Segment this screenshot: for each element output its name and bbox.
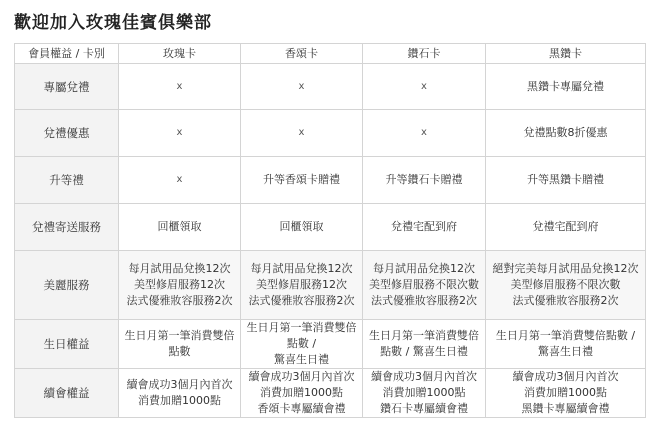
membership-benefits-table — [14, 43, 646, 418]
cell-line: 美型修眉服務12次 — [134, 278, 225, 291]
cell-line: 每月試用品兌換12次 — [250, 262, 353, 275]
cell-line: 鑽石卡專屬續會禮 — [380, 402, 468, 415]
row-label: 兌禮優惠 — [15, 110, 119, 157]
table-cell: x — [119, 64, 241, 110]
cell-line: 香頌卡專屬續會禮 — [257, 402, 346, 415]
cell-line: 美型修眉服務不限次數 — [510, 278, 621, 291]
cell-line: 法式優雅妝容服務2次 — [126, 294, 233, 307]
cell-line: 美型修眉服務不限次數 — [369, 278, 479, 291]
cell-line: 法式優雅妝容服務2次 — [512, 294, 619, 307]
table-cell — [486, 251, 646, 320]
table-cell — [486, 369, 646, 418]
table-cell — [119, 320, 241, 369]
cell-line: 生日月第一筆消費雙倍點數 / 驚喜生日禮 — [369, 329, 479, 358]
cell-line: 黑鑽卡專屬續會禮 — [521, 402, 610, 415]
cell-line: 生日月第一筆消費雙倍點數 / — [495, 329, 636, 342]
table-header-row — [15, 44, 646, 64]
table-cell: x — [363, 110, 486, 157]
page-title: 歡迎加入玫瑰佳賓俱樂部 — [14, 13, 212, 33]
table-cell — [119, 369, 241, 418]
row-label: 專屬兌禮 — [15, 64, 119, 110]
cell-line: 消費加贈1000點 — [382, 386, 466, 399]
cell-line: 續會成功3個月內首次 — [126, 378, 233, 391]
table-cell — [241, 369, 363, 418]
table-cell: 升等鑽石卡贈禮 — [363, 157, 486, 204]
cell-line: 驚喜生日禮 — [538, 345, 593, 358]
table-cell: 黑鑽卡專屬兌禮 — [486, 64, 646, 110]
cell-line: 消費加贈1000點 — [260, 386, 343, 399]
cell-line: 消費加贈1000點 — [524, 386, 607, 399]
table-cell: 兌禮點數8折優惠 — [486, 110, 646, 157]
table-row — [15, 64, 646, 110]
table-row — [15, 251, 646, 320]
table-cell — [363, 251, 486, 320]
row-label: 美麗服務 — [15, 251, 119, 320]
table-cell — [363, 369, 486, 418]
table-row — [15, 320, 646, 369]
cell-line: 法式優雅妝容服務2次 — [248, 294, 355, 307]
cell-line: 續會成功3個月內首次 — [248, 370, 355, 383]
row-label: 續會權益 — [15, 369, 119, 418]
header-card-rose: 玫瑰卡 — [119, 44, 241, 64]
table-cell: x — [119, 157, 241, 204]
cell-line: 消費加贈1000點 — [138, 394, 221, 407]
cell-line: 每月試用品兌換12次 — [373, 262, 475, 275]
table-cell: 升等黑鑽卡贈禮 — [486, 157, 646, 204]
table-cell: 回櫃領取 — [119, 204, 241, 251]
table-cell — [363, 320, 486, 369]
header-card-black-diamond: 黑鑽卡 — [486, 44, 646, 64]
table-cell: 兌禮宅配到府 — [486, 204, 646, 251]
table-cell — [241, 320, 363, 369]
table-row — [15, 204, 646, 251]
cell-line: 續會成功3個月內首次 — [371, 370, 477, 383]
table-cell — [486, 320, 646, 369]
table-cell: 回櫃領取 — [241, 204, 363, 251]
cell-line: 驚喜生日禮 — [274, 353, 329, 366]
cell-line: 法式優雅妝容服務2次 — [371, 294, 477, 307]
table-cell: x — [363, 64, 486, 110]
table-row — [15, 110, 646, 157]
header-card-diamond: 鑽石卡 — [363, 44, 486, 64]
row-label: 升等禮 — [15, 157, 119, 204]
cell-line: 每月試用品兌換12次 — [128, 262, 231, 275]
table-cell — [241, 251, 363, 320]
cell-line: 美型修眉服務12次 — [256, 278, 347, 291]
cell-line: 生日月第一筆消費雙倍點數 — [124, 329, 235, 358]
header-card-chanson: 香頌卡 — [241, 44, 363, 64]
cell-line: 續會成功3個月內首次 — [512, 370, 619, 383]
table-row — [15, 157, 646, 204]
table-cell: x — [241, 110, 363, 157]
cell-line: 生日月第一筆消費雙倍點數 / — [246, 321, 357, 350]
table-row — [15, 369, 646, 418]
cell-line: 絕對完美每月試用品兌換12次 — [492, 262, 639, 275]
table-cell: 升等香頌卡贈禮 — [241, 157, 363, 204]
table-cell — [119, 251, 241, 320]
header-corner: 會員權益 / 卡別 — [15, 44, 119, 64]
row-label: 生日權益 — [15, 320, 119, 369]
row-label: 兌禮寄送服務 — [15, 204, 119, 251]
table-cell: x — [119, 110, 241, 157]
table-cell: 兌禮宅配到府 — [363, 204, 486, 251]
table-cell: x — [241, 64, 363, 110]
